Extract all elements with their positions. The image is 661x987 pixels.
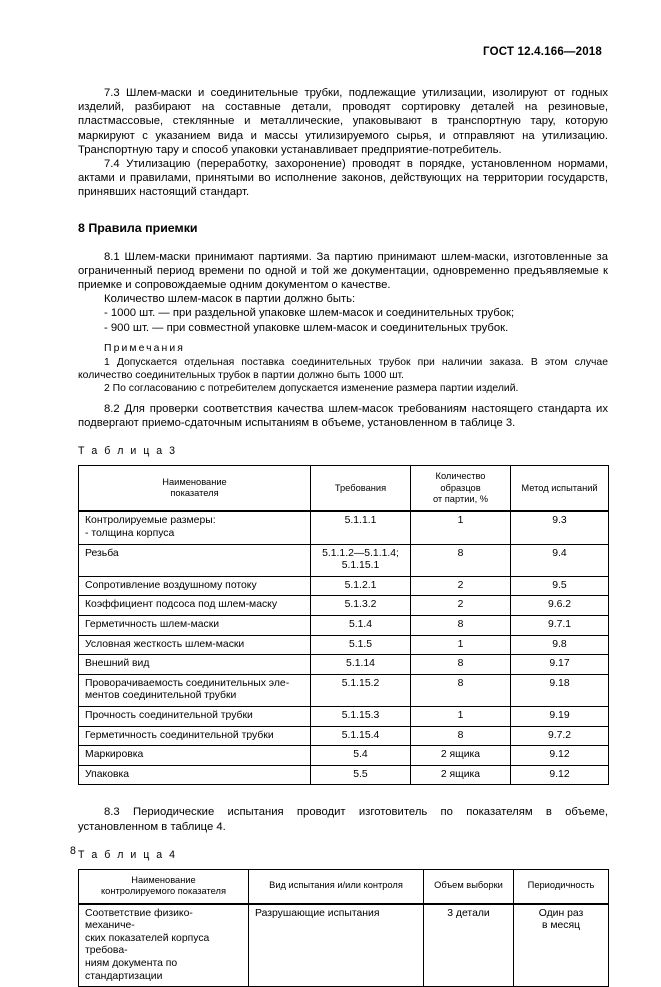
cell-method: 9.6.2 bbox=[511, 596, 609, 616]
paragraph-8-1: 8.1 Шлем-маски принимают партиями. За партию принимают шлем-маски, изготовленные за ограниченный период времени по одной и той же документации, одновременно предъявляемые к приемке и сопровождаемые одним документом о качестве. bbox=[78, 250, 608, 292]
table-row bbox=[79, 544, 609, 576]
table-row bbox=[79, 511, 609, 544]
notes-heading: Примечания bbox=[104, 342, 185, 354]
spacer bbox=[78, 335, 608, 342]
cell-name: Коэффициент подсоса под шлем-маску bbox=[79, 596, 311, 616]
table-3-caption: Т а б л и ц а 3 bbox=[78, 445, 177, 458]
table-3-col-header-method bbox=[511, 466, 609, 512]
table-row bbox=[79, 576, 609, 596]
paragraph-7-3: 7.3 Шлем-маски и соединительные трубки, подлежащие утилизации, изолируют от годных изделий, разбирают на составные детали, проводят сортировку деталей на резиновые, пластмассовые, стеклянные и металлические, упаковывают в транспортную тару, которую маркируют с указанием вида и массы утилизируемого сырья, и отправляют на утилизацию. Транспортную тару и способ упаковки устанавливает предприятие-потребитель. bbox=[78, 87, 608, 156]
cell-name: Прочность соединительной трубки bbox=[79, 707, 311, 727]
spacer bbox=[78, 785, 608, 805]
header-line: Периодичность bbox=[527, 880, 595, 891]
cell-line: ментов соединительной трубки bbox=[85, 690, 237, 702]
header-line: Количество образцов bbox=[435, 471, 486, 493]
cell-line: 5.1.1.1 bbox=[344, 515, 377, 527]
cell-periodicity bbox=[514, 904, 609, 987]
cell-sample-count: 2 ящика bbox=[411, 765, 511, 785]
cell-line: Контролируемые размеры: bbox=[85, 515, 216, 527]
header-line: Наименование bbox=[162, 476, 227, 487]
table-3 bbox=[78, 465, 609, 785]
cell-name: Маркировка bbox=[79, 746, 311, 766]
cell-method: 9.3 bbox=[511, 511, 609, 544]
table-4-head bbox=[79, 869, 609, 903]
cell-method: 9.12 bbox=[511, 746, 609, 766]
list-item: - 900 шт. — при совместной упаковке шлем-масок и соединительных трубок. bbox=[104, 321, 509, 334]
header-line: Вид испытания и/или контроля bbox=[269, 880, 403, 891]
table-row bbox=[79, 726, 609, 746]
paragraph-7-4: 7.4 Утилизацию (переработку, захоронение) проводят в порядке, установленном нормами, актами и правилами, принятыми во исполнение законов, действующих на территории государств, принявших настоящий стандарт. bbox=[78, 158, 608, 199]
spacer bbox=[78, 236, 608, 250]
cell-line: ских показателей корпуса требова- bbox=[85, 932, 210, 957]
table-header-row bbox=[79, 466, 609, 512]
table-row bbox=[79, 596, 609, 616]
table-3-col-header-name bbox=[79, 466, 311, 512]
table-header-row bbox=[79, 869, 609, 903]
cell-name bbox=[79, 511, 311, 544]
table-4-col-header-sample-volume bbox=[424, 869, 514, 903]
header-line: Требования bbox=[334, 482, 387, 493]
header-line: Метод испытаний bbox=[521, 482, 598, 493]
cell-sample-count: 2 bbox=[411, 596, 511, 616]
table-3-head bbox=[79, 466, 609, 512]
header-line: от партии, % bbox=[432, 494, 489, 505]
spacer bbox=[78, 395, 608, 402]
note-2: 2 По согласованию с потребителем допускается изменение размера партии изделий. bbox=[104, 382, 519, 394]
cell-name bbox=[79, 674, 311, 706]
cell-name: Упаковка bbox=[79, 765, 311, 785]
cell-sample-count: 8 bbox=[411, 544, 511, 576]
cell-sample-volume: 3 детали bbox=[424, 904, 514, 987]
cell-requirements: 5.1.14 bbox=[311, 655, 411, 675]
cell-method: 9.12 bbox=[511, 765, 609, 785]
table-4-caption: Т а б л и ц а 4 bbox=[78, 848, 177, 861]
table-row bbox=[79, 904, 609, 987]
cell-method: 9.7.1 bbox=[511, 616, 609, 636]
cell-name: Герметичность шлем-маски bbox=[79, 616, 311, 636]
spacer bbox=[78, 862, 608, 869]
cell-line: в месяц bbox=[541, 920, 581, 932]
cell-requirements: 5.1.15.4 bbox=[311, 726, 411, 746]
cell-sample-count: 2 bbox=[411, 576, 511, 596]
header-line: показателя bbox=[170, 488, 219, 499]
paragraph-8-1-lead: Количество шлем-масок в партии должно быть: bbox=[104, 293, 356, 306]
table-row bbox=[79, 655, 609, 675]
cell-name bbox=[79, 904, 249, 987]
table-row bbox=[79, 707, 609, 727]
table-4-body bbox=[79, 904, 609, 987]
cell-name: Условная жесткость шлем-маски bbox=[79, 635, 311, 655]
cell-method: 9.17 bbox=[511, 655, 609, 675]
header-line: контролируемого показателя bbox=[100, 886, 227, 897]
cell-method: 9.18 bbox=[511, 674, 609, 706]
cell-line: 5.1.1.2—5.1.1.4; bbox=[322, 547, 399, 559]
cell-sample-count: 8 bbox=[411, 674, 511, 706]
cell-name: Герметичность соединительной трубки bbox=[79, 726, 311, 746]
cell-requirements bbox=[311, 511, 411, 544]
table-row bbox=[79, 674, 609, 706]
cell-sample-count: 1 bbox=[411, 635, 511, 655]
header-line: Наименование bbox=[131, 874, 196, 885]
paragraph-8-3: 8.3 Периодические испытания проводит изготовитель по показателям в объеме, установленном в таблице 4. bbox=[78, 806, 608, 833]
cell-requirements: 5.1.5 bbox=[311, 635, 411, 655]
cell-requirements: 5.1.4 bbox=[311, 616, 411, 636]
table-row bbox=[79, 616, 609, 636]
table-3-col-header-sample-count bbox=[411, 466, 511, 512]
cell-method: 9.7.2 bbox=[511, 726, 609, 746]
paragraph-8-2: 8.2 Для проверки соответствия качества шлем-масок требованиям настоящего стандарта их подвергают приемо-сдаточным испытаниям в объеме, установленном в таблице 3. bbox=[78, 402, 608, 430]
page-number: 8 bbox=[70, 845, 76, 857]
cell-method: 9.4 bbox=[511, 544, 609, 576]
document-content bbox=[78, 86, 608, 987]
cell-name: Внешний вид bbox=[79, 655, 311, 675]
cell-line: ниям документа по стандартизации bbox=[85, 957, 178, 982]
table-4 bbox=[78, 869, 609, 987]
section-heading-8: 8 Правила приемки bbox=[78, 220, 198, 235]
cell-method: 9.5 bbox=[511, 576, 609, 596]
cell-requirements: 5.1.2.1 bbox=[311, 576, 411, 596]
cell-name bbox=[79, 544, 311, 576]
table-row bbox=[79, 765, 609, 785]
cell-requirements: 5.1.3.2 bbox=[311, 596, 411, 616]
table-row bbox=[79, 635, 609, 655]
cell-requirements bbox=[311, 544, 411, 576]
cell-line: Проворачиваемость соединительных эле- bbox=[85, 677, 290, 689]
spacer bbox=[78, 458, 608, 465]
cell-method: 9.8 bbox=[511, 635, 609, 655]
table-4-col-header-periodicity bbox=[514, 869, 609, 903]
cell-requirements: 5.1.15.2 bbox=[311, 674, 411, 706]
spacer bbox=[78, 430, 608, 444]
cell-line: - толщина корпуса bbox=[85, 528, 175, 540]
cell-sample-count: 8 bbox=[411, 655, 511, 675]
cell-sample-count: 2 ящика bbox=[411, 746, 511, 766]
spacer bbox=[78, 200, 608, 220]
table-3-col-header-requirements bbox=[311, 466, 411, 512]
cell-sample-count: 8 bbox=[411, 726, 511, 746]
cell-requirements: 5.5 bbox=[311, 765, 411, 785]
table-row bbox=[79, 746, 609, 766]
document-header: ГОСТ 12.4.166—2018 bbox=[483, 46, 602, 58]
list-item: - 1000 шт. — при раздельной упаковке шлем-масок и соединительных трубок; bbox=[104, 307, 515, 320]
table-3-body bbox=[79, 511, 609, 784]
cell-sample-count: 1 bbox=[411, 707, 511, 727]
cell-sample-count: 1 bbox=[411, 511, 511, 544]
cell-line: Соответствие физико-механиче- bbox=[85, 907, 193, 932]
cell-method: 9.19 bbox=[511, 707, 609, 727]
cell-line: 5.1.15.1 bbox=[341, 560, 380, 572]
cell-line: Один раз bbox=[538, 907, 584, 919]
cell-sample-count: 8 bbox=[411, 616, 511, 636]
cell-requirements: 5.1.15.3 bbox=[311, 707, 411, 727]
note-1: 1 Допускается отдельная поставка соединительных трубок при наличии заказа. В этом случае количество соединительных трубок в партии должно быть 1000 шт. bbox=[78, 356, 608, 381]
spacer bbox=[78, 834, 608, 848]
cell-requirements: 5.4 bbox=[311, 746, 411, 766]
table-4-col-header-name bbox=[79, 869, 249, 903]
cell-line: Резьба bbox=[85, 547, 119, 559]
cell-test-kind: Разрушающие испытания bbox=[249, 904, 424, 987]
table-4-col-header-test-kind bbox=[249, 869, 424, 903]
cell-name: Сопротивление воздушному потоку bbox=[79, 576, 311, 596]
header-line: Объем выборки bbox=[434, 880, 503, 891]
